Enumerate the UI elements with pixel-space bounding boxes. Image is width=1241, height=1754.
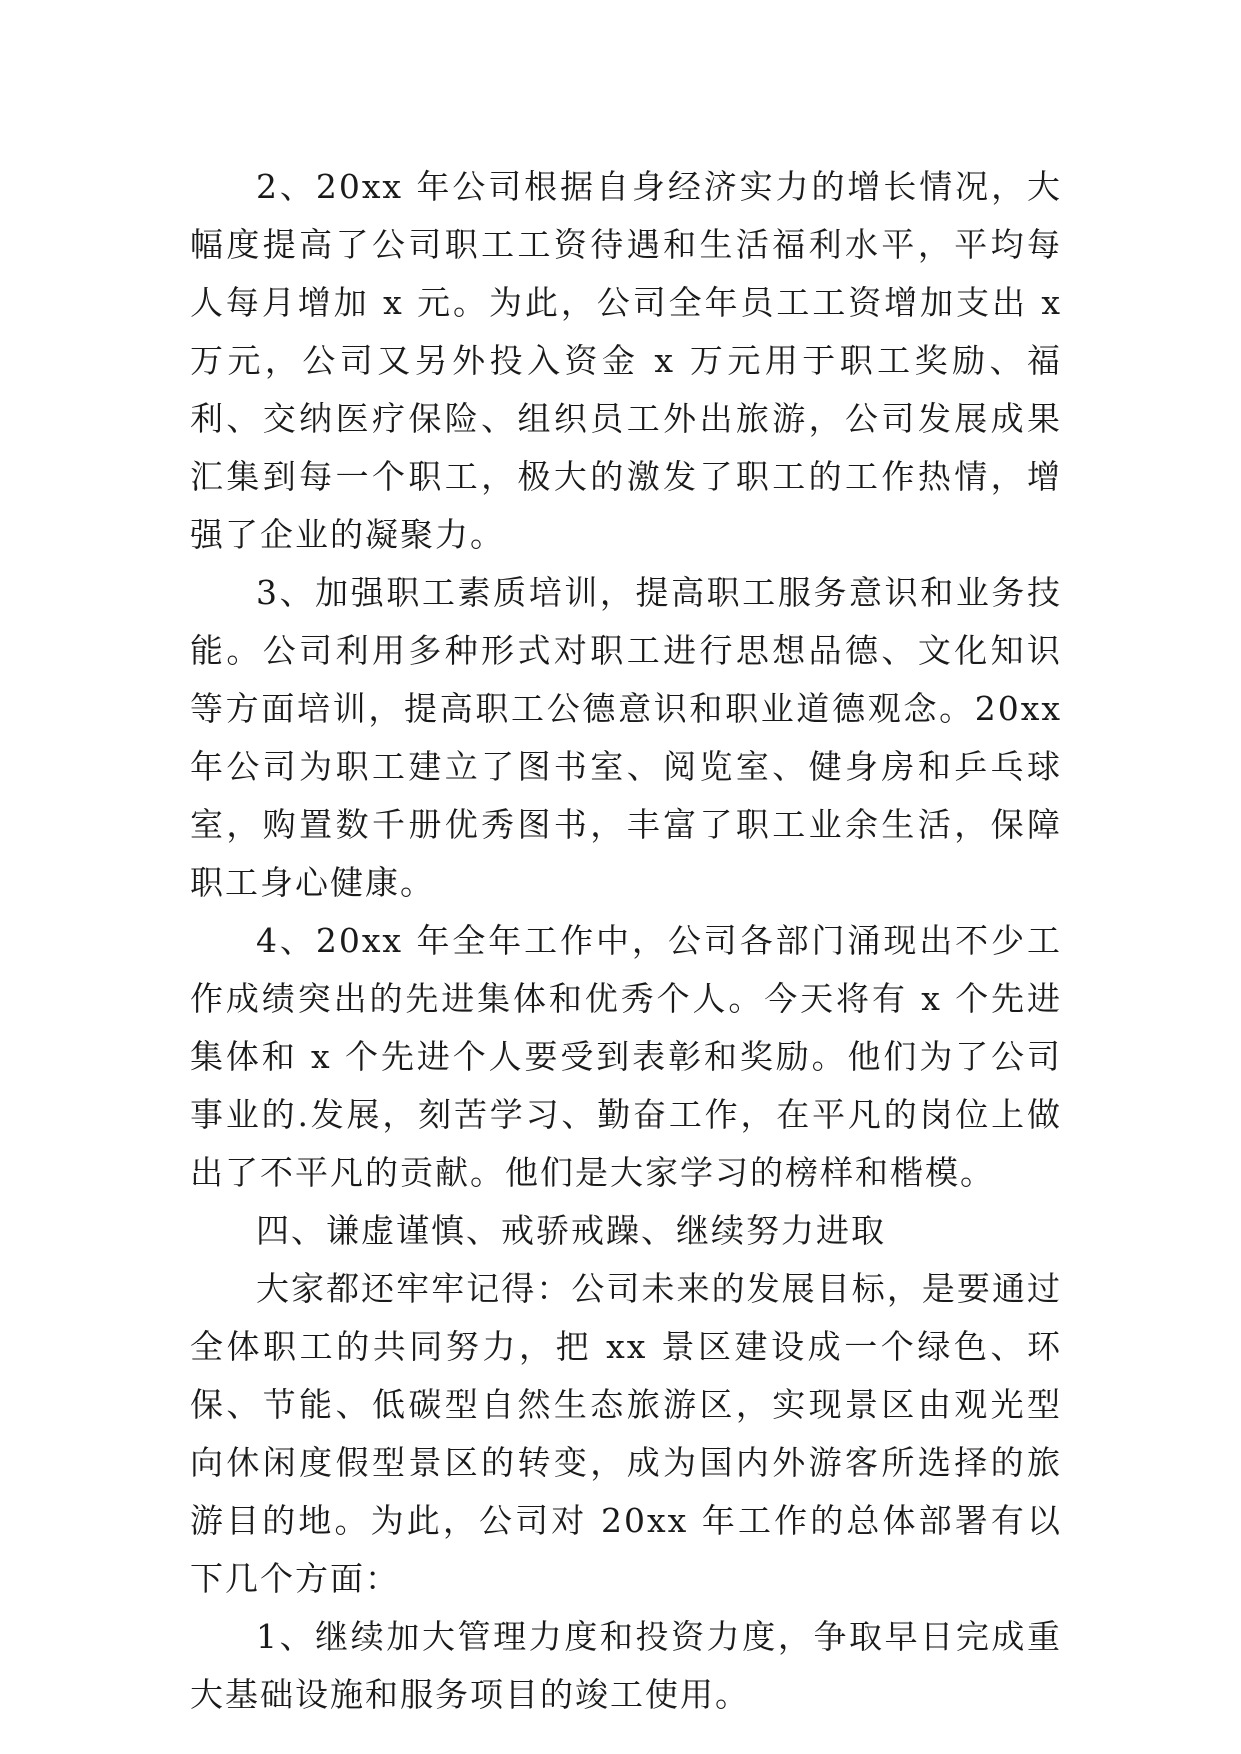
paragraph-plan-item-1: 1、继续加大管理力度和投资力度，争取早日完成重大基础设施和服务项目的竣工使用。	[190, 1617, 1062, 1714]
document-body	[190, 158, 1062, 1724]
paragraph-commendation: 4、20xx 年全年工作中，公司各部门涌现出不少工作成绩突出的先进集体和优秀个人。今天将有 x 个先进集体和 x 个先进个人要受到表彰和奖励。他们为了公司事业的.发展，刻苦学习、勤奋工作，在平凡的岗位上做出了不平凡的贡献。他们是大家学习的榜样和楷模。	[190, 921, 1062, 1192]
section-heading: 四、谦虚谨慎、戒骄戒躁、继续努力进取	[256, 1211, 886, 1250]
paragraph-welfare: 2、20xx 年公司根据自身经济实力的增长情况，大幅度提高了公司职工工资待遇和生活福利水平，平均每人每月增加 x 元。为此，公司全年员工工资增加支出 x 万元，公司又另外投入资金 x 万元用于职工奖励、福利、交纳医疗保险、组织员工外出旅游，公司发展成果汇集到每一个职工，极大的激发了职工的工作热情，增强了企业的凝聚力。	[190, 167, 1062, 554]
paragraph-goals: 大家都还牢牢记得：公司未来的发展目标，是要通过全体职工的共同努力，把 xx 景区建设成一个绿色、环保、节能、低碳型自然生态旅游区，实现景区由观光型向休闲度假型景区的转变，成为国内外游客所选择的旅游目的地。为此，公司对 20xx 年工作的总体部署有以下几个方面：	[190, 1269, 1062, 1598]
paragraph-training: 3、加强职工素质培训，提高职工服务意识和业务技能。公司利用多种形式对职工进行思想品德、文化知识等方面培训，提高职工公德意识和职业道德观念。20xx 年公司为职工建立了图书室、阅览室、健身房和乒乓球室，购置数千册优秀图书，丰富了职工业余生活，保障职工身心健康。	[190, 573, 1062, 902]
